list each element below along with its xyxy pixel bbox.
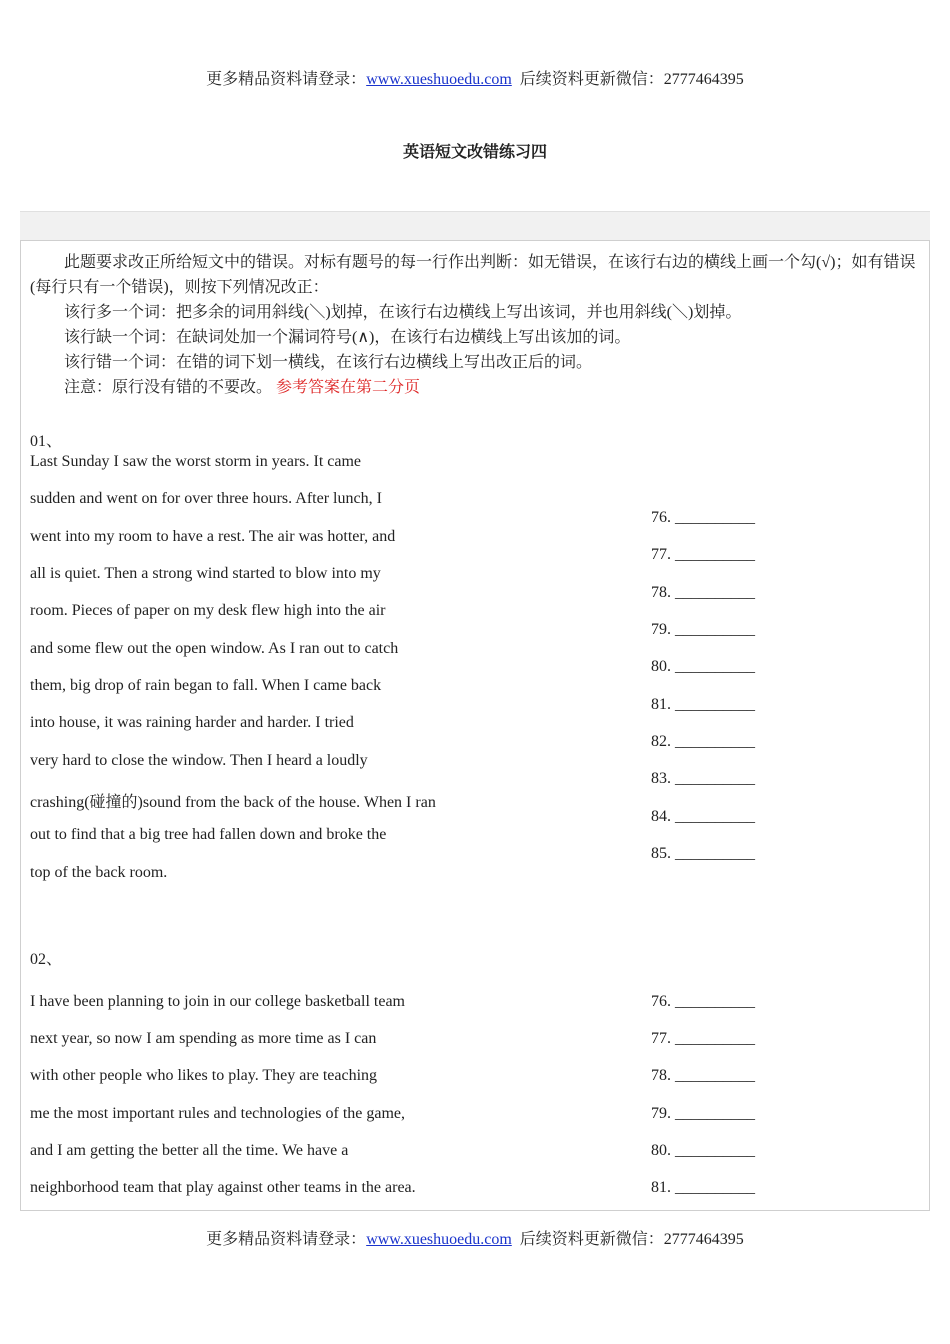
passage-line: with other people who likes to play. They are teaching — [30, 1067, 378, 1084]
passage-line: crashing(碰撞的)sound from the back of the house. When I ran — [30, 794, 436, 811]
answer-blank[interactable]: 81. __________ — [651, 696, 755, 713]
answer-blank[interactable]: 78. __________ — [651, 1067, 755, 1084]
passage-line: room. Pieces of paper on my desk flew high into the air — [30, 602, 386, 619]
document-title: 英语短文改错练习四 — [402, 144, 547, 161]
exercise-1-label: 01、 — [30, 433, 63, 450]
passage-line: very hard to close the window. Then I heard a loudly — [30, 752, 368, 769]
footer — [0, 1226, 950, 1249]
footer-prefix: 更多精品资料请登录： — [206, 1231, 367, 1248]
exercise-2-label: 02、 — [30, 951, 63, 968]
passage-line: went into my room to have a rest. The air was hotter, and — [30, 528, 396, 545]
answer-blank[interactable]: 85. __________ — [651, 845, 755, 862]
passage-line: Last Sunday I saw the worst storm in years. It came — [30, 453, 362, 470]
passage-line: and some flew out the open window. As I ran out to catch — [30, 640, 399, 657]
footer-suffix: 后续资料更新微信：2777464395 — [519, 1231, 744, 1248]
header-link[interactable]: www.xueshuoedu.com — [366, 71, 512, 88]
instruction-p2: 该行多一个词：把多余的词用斜线(＼)划掉，在该行右边横线上写出该词，并也用斜线(＼)划掉。 — [64, 304, 742, 321]
answer-blank[interactable]: 80. __________ — [651, 1142, 755, 1159]
answer-blank[interactable]: 77. __________ — [651, 546, 755, 563]
instruction-p3: 该行缺一个词：在缺词处加一个漏词符号(∧)，在该行右边横线上写出该加的词。 — [64, 329, 631, 346]
passage-line: me the most important rules and technologies of the game, — [30, 1105, 406, 1122]
passage-line: into house, it was raining harder and harder. I tried — [30, 714, 354, 731]
header-prefix: 更多精品资料请登录： — [206, 71, 367, 88]
answer-blank[interactable]: 79. __________ — [651, 1105, 755, 1122]
answer-blank[interactable]: 79. __________ — [651, 621, 755, 638]
answer-note: 参考答案在第二分页 — [276, 379, 421, 396]
passage-line: all is quiet. Then a strong wind started to blow into my — [30, 565, 381, 582]
answer-blank[interactable]: 82. __________ — [651, 733, 755, 750]
instruction-p1: 此题要求改正所给短文中的错误。对标有题号的每一行作出判断：如无错误，在该行右边的横线上画一个勾(√)；如有错误(每行只有一个错误)，则按下列情况改正： — [30, 254, 916, 296]
answer-blank[interactable]: 81. __________ — [651, 1179, 755, 1196]
passage-line: next year, so now I am spending as more time as I can — [30, 1030, 377, 1047]
header-suffix: 后续资料更新微信：2777464395 — [519, 71, 744, 88]
answer-blank[interactable]: 77. __________ — [651, 1030, 755, 1047]
header-top — [0, 66, 950, 89]
instruction-note: 注意：原行没有错的不要改。 — [64, 379, 273, 396]
answer-blank[interactable]: 80. __________ — [651, 658, 755, 675]
passage-line: neighborhood team that play against other teams in the area. — [30, 1179, 416, 1196]
answer-blank[interactable]: 84. __________ — [651, 808, 755, 825]
answer-blank[interactable]: 76. __________ — [651, 993, 755, 1010]
table-header-band — [20, 211, 930, 240]
footer-link[interactable]: www.xueshuoedu.com — [366, 1231, 512, 1248]
instruction-p4: 该行错一个词：在错的词下划一横线，在该行右边横线上写出改正后的词。 — [64, 354, 593, 371]
passage-line: out to find that a big tree had fallen down and broke the — [30, 826, 387, 843]
passage-line: them, big drop of rain began to fall. When I came back — [30, 677, 382, 694]
answer-blank[interactable]: 76. __________ — [651, 509, 755, 526]
passage-line: sudden and went on for over three hours. After lunch, I — [30, 490, 382, 507]
answer-blank[interactable]: 83. __________ — [651, 770, 755, 787]
passage-line: I have been planning to join in our college basketball team — [30, 993, 405, 1010]
answer-blank[interactable]: 78. __________ — [651, 584, 755, 601]
instruction-p5 — [64, 375, 922, 400]
passage-line: top of the back room. — [30, 864, 168, 881]
passage-line: and I am getting the better all the time. We have a — [30, 1142, 349, 1159]
